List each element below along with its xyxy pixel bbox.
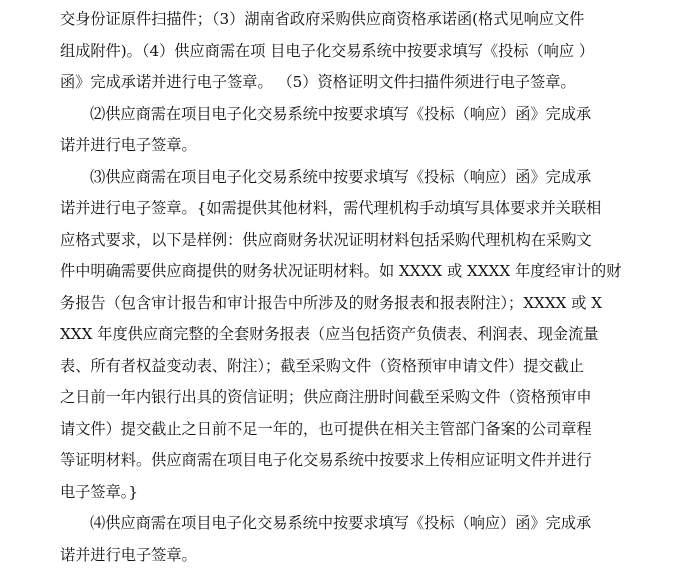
text-line: 务报告（包含审计报告和审计报告中所涉及的财务报表和报表附注）；XXXX 或 X <box>60 293 603 312</box>
text-line: 组成附件)。（4）供应商需在项 目电子化交易系统中按要求填写《投标（响应 ） <box>60 41 595 60</box>
text-line: 件中明确需要供应商提供的财务状况证明材料。如 XXXX 或 XXXX 年度经审计的财 <box>60 262 622 280</box>
document-body <box>60 4 628 571</box>
text-line: 请文件）提交截止之日前不足一年的，也可提供在相关主管部门备案的公司章程 <box>60 419 592 438</box>
text-line: 表、所有者权益变动表、附注）；截至采购文件（资格预审申请文件）提交截止 <box>60 356 584 375</box>
text-line: 电子签章。} <box>60 482 139 501</box>
text-line: XXX 年度供应商完整的全套财务报表（应当包括资产负债表、利润表、现金流量 <box>60 325 599 343</box>
text-line: 应格式要求，以下是样例：供应商财务状况证明材料包括采购代理机构在采购文 <box>60 230 592 249</box>
paragraph-first-line: ⑵供应商需在项目电子化交易系统中按要求填写《投标（响应）函》完成承 <box>90 104 592 123</box>
text-line: 交身份证原件扫描件；（3）湖南省政府采购供应商资格承诺函(格式见响应文件 <box>60 10 585 28</box>
paragraph-first-line: ⑷供应商需在项目电子化交易系统中按要求填写《投标（响应）函》完成承 <box>90 514 592 532</box>
text-line: 等证明材料。供应商需在项目电子化交易系统中按要求上传相应证明文件并进行 <box>60 451 592 469</box>
text-line: 函》完成承诺并进行电子签章。 （5）资格证明文件扫描件须进行电子签章。 <box>60 73 576 91</box>
text-line: 之日前一年内银行出具的资信证明；供应商注册时间截至采购文件（资格预审申 <box>60 388 592 406</box>
text-line: 诺并进行电子签章。{如需提供其他材料，需代理机构手动填写具体要求并关联相 <box>60 199 602 217</box>
text-line: 诺并进行电子签章。 <box>60 545 197 564</box>
paragraph-first-line: ⑶供应商需在项目电子化交易系统中按要求填写《投标（响应）函》完成承 <box>90 167 592 186</box>
text-line: 诺并进行电子签章。 <box>60 136 197 154</box>
